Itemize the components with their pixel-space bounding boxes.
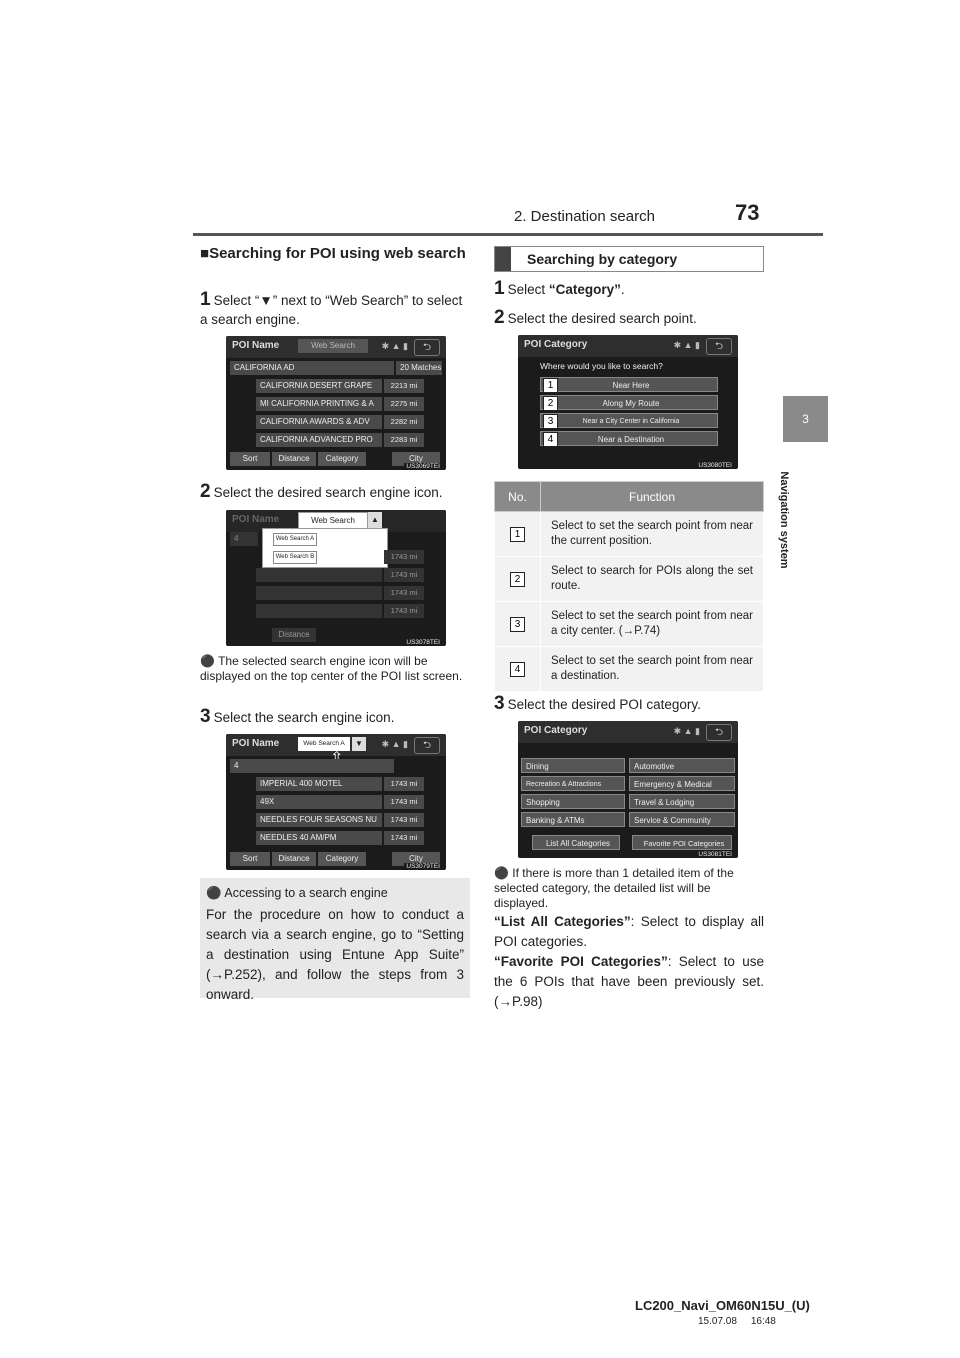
- poi-name-screen-3: POI Name Web Search A ▼ ✱ ▲ ▮ ⮌ 4 IMPERIAL 400 MOTEL 1743 mi 49X 1743 mi NEEDLES FOUR SEASONS NU 1743 mi NEEDLES 40 AM/PM 1743 mi Sort Distance Category City US3079TEI: [226, 734, 446, 870]
- dropdown-up-icon[interactable]: ▲: [368, 512, 382, 528]
- favorite-paragraph: “Favorite POI Categories”: Select to use the 6 POIs that have been previously set. (→P.98): [494, 954, 764, 1009]
- recreation-button[interactable]: Recreation & Attractions: [521, 776, 625, 791]
- web-search-b-icon[interactable]: Web Search B: [273, 551, 317, 564]
- service-community-button[interactable]: Service & Community: [629, 812, 735, 827]
- near-city-center-button[interactable]: 3 Near a City Center in California: [540, 413, 718, 428]
- distance-button[interactable]: Distance: [272, 452, 316, 466]
- city-button[interactable]: City: [392, 452, 440, 466]
- back-icon[interactable]: ⮌: [414, 339, 440, 356]
- sort-button[interactable]: Sort: [230, 452, 270, 466]
- poi-row[interactable]: NEEDLES FOUR SEASONS NU: [256, 813, 382, 827]
- distance-button[interactable]: Distance: [272, 852, 316, 866]
- poi-row[interactable]: 49X: [256, 795, 382, 809]
- list-all-paragraph: “List All Categories”: Select to display all POI categories.: [494, 914, 765, 949]
- search-question: Where would you like to search?: [540, 361, 663, 371]
- poi-name-screen-2: POI Name Web Search ▲ Web Search A Web Search B 4 1743 mi 1743 mi 1743 mi 1743 mi Distance US3078TEI: [226, 510, 446, 646]
- category-section-heading: Searching by category: [494, 246, 764, 272]
- poi-row[interactable]: CALIFORNIA ADVANCED PRO: [256, 433, 382, 447]
- poi-row[interactable]: NEEDLES 40 AM/PM: [256, 831, 382, 845]
- col-no: No.: [495, 482, 541, 512]
- screen-title: POI Name: [232, 340, 280, 351]
- figure-code: US3078TEI: [406, 639, 440, 646]
- web-search-selector[interactable]: Web Search: [298, 339, 368, 353]
- step-3: 3 Select the search engine icon.: [200, 706, 395, 727]
- print-stamp: 15.07.08 16:48: [698, 1316, 776, 1327]
- city-button[interactable]: City: [392, 852, 440, 866]
- figure-code: US3080TEI: [698, 462, 732, 469]
- poi-category-screen-1: POI Category ✱ ▲ ▮ ⮌ Where would you like to search? 1 Near Here 2 Along My Route 3 Near a City Center in California 4 Near a Destination US3080TEI: [518, 335, 738, 469]
- right-step-1: 1 Select “Category”.: [494, 278, 625, 299]
- info-box: ⚫ Accessing to a search engine For the procedure on how to conduct a search via a search engine, go to “Setting a destination using Entune App Suite” (→P.252), and follow the steps from 3 onward.: [200, 878, 470, 998]
- back-icon[interactable]: ⮌: [414, 737, 440, 754]
- favorite-poi-categories-button[interactable]: Favorite POI Categories: [632, 835, 732, 850]
- poi-row[interactable]: MI CALIFORNIA PRINTING & A: [256, 397, 382, 411]
- poi-distance: 2282 mi: [384, 415, 424, 429]
- banking-button[interactable]: Banking & ATMs: [521, 812, 625, 827]
- search-query[interactable]: 4: [230, 759, 394, 773]
- chapter-tab: 3: [783, 396, 828, 442]
- poi-name-screen-1: [226, 336, 446, 470]
- section-title: 2. Destination search: [514, 208, 655, 225]
- figure-code: US3079TEI: [406, 863, 440, 870]
- poi-distance: 1743 mi: [384, 604, 424, 618]
- step-2: 2 Select the desired search engine icon.: [200, 481, 443, 502]
- table-row: 4 Select to set the search point from near a destination.: [495, 647, 764, 692]
- list-all-categories-button[interactable]: List All Categories: [532, 835, 620, 850]
- function-table: [494, 481, 764, 692]
- category-button[interactable]: Category: [318, 852, 366, 866]
- dropdown-down-icon[interactable]: ▼: [352, 737, 366, 751]
- search-query[interactable]: CALIFORNIA AD: [230, 361, 394, 375]
- search-query: 4: [230, 532, 258, 546]
- table-row: 2 Select to search for POIs along the set route.: [495, 557, 764, 602]
- right-step-2: 2 Select the desired search point.: [494, 307, 697, 328]
- web-search-selector[interactable]: Web Search: [298, 512, 368, 530]
- poi-row[interactable]: CALIFORNIA DESERT GRAPE: [256, 379, 382, 393]
- table-row: 1 Select to set the search point from near the current position.: [495, 512, 764, 557]
- status-icons: ✱ ▲ ▮: [381, 341, 408, 351]
- doc-id: LC200_Navi_OM60N15U_(U): [635, 1298, 810, 1313]
- poi-distance: 2213 mi: [384, 379, 424, 393]
- near-here-button[interactable]: 1 Near Here: [540, 377, 718, 392]
- header-rule: [193, 233, 823, 236]
- col-function: Function: [541, 482, 764, 512]
- table-row: 3 Select to set the search point from near a city center. (→P.74): [495, 602, 764, 647]
- poi-row[interactable]: CALIFORNIA AWARDS & ADV: [256, 415, 382, 429]
- poi-distance: 1743 mi: [384, 550, 424, 564]
- right-step-3: 3 Select the desired POI category.: [494, 693, 701, 714]
- poi-distance: 2275 mi: [384, 397, 424, 411]
- page-number: 73: [735, 200, 760, 225]
- sort-button[interactable]: Sort: [230, 852, 270, 866]
- search-engine-dropdown: [262, 528, 388, 568]
- dining-button[interactable]: Dining: [521, 758, 625, 773]
- figure-code: US3069TEI: [406, 463, 440, 470]
- distance-button: Distance: [272, 628, 316, 642]
- note-3: ⚫ If there is more than 1 detailed item of the selected category, the detailed list will be displayed.: [494, 866, 734, 910]
- web-search-a-icon[interactable]: Web Search A: [273, 533, 317, 546]
- back-icon[interactable]: ⮌: [706, 338, 732, 355]
- poi-category-screen-2: POI Category ✱ ▲ ▮ ⮌ Dining Automotive Recreation & Attractions Emergency & Medical Shopping Travel & Lodging Banking & ATMs Service & Community List All Categories Favorite POI Categories US3081TEI: [518, 721, 738, 858]
- automotive-button[interactable]: Automotive: [629, 758, 735, 773]
- poi-distance: 1743 mi: [384, 586, 424, 600]
- poi-distance: 1743 mi: [384, 795, 424, 809]
- chapter-label: Navigation system: [778, 471, 790, 569]
- info-box-text: For the procedure on how to conduct a search via a search engine, go to “Setting a destination using Entune App Suite” (→P.252), and follow the steps from 3 onward.: [206, 907, 464, 1002]
- poi-distance: 1743 mi: [384, 813, 424, 827]
- back-icon[interactable]: ⮌: [706, 724, 732, 741]
- poi-distance: 1743 mi: [384, 568, 424, 582]
- category-button[interactable]: Category: [318, 452, 366, 466]
- figure-code: US3081TEI: [698, 851, 732, 858]
- poi-distance: 2283 mi: [384, 433, 424, 447]
- emergency-button[interactable]: Emergency & Medical: [629, 776, 735, 791]
- matches-count: 20 Matches: [396, 361, 442, 375]
- shopping-button[interactable]: Shopping: [521, 794, 625, 809]
- poi-distance: 1743 mi: [384, 777, 424, 791]
- step-1: 1 Select “▼” next to “Web Search” to select a search engine.: [200, 289, 463, 327]
- travel-lodging-button[interactable]: Travel & Lodging: [629, 794, 735, 809]
- poi-row[interactable]: IMPERIAL 400 MOTEL: [256, 777, 382, 791]
- web-search-heading: ■Searching for POI using web search: [200, 245, 466, 262]
- web-search-a-icon[interactable]: Web Search A: [298, 737, 350, 751]
- along-my-route-button[interactable]: 2 Along My Route: [540, 395, 718, 410]
- poi-distance: 1743 mi: [384, 831, 424, 845]
- info-box-title: Accessing to a search engine: [224, 886, 388, 900]
- near-destination-button[interactable]: 4 Near a Destination: [540, 431, 718, 446]
- note-2: ⚫ The selected search engine icon will be displayed on the top center of the POI list screen.: [200, 654, 463, 683]
